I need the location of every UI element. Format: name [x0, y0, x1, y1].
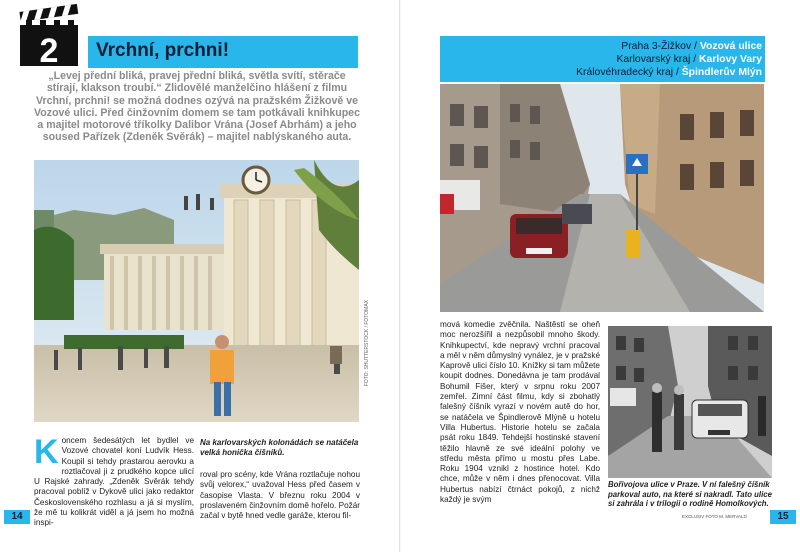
body-column-3: mová komedie zvěčnila. Naštěstí se oheň moc nerozšířil a nezpůsobil mnoho škody. Knihkupectví, kde nepravý vrchní pracoval a měl v něm důmyslný vynález, je v pražské Kaprově ulici číslo 10. Knížky si tam můžete koupit dodnes. Donedávna je tam prodával Bohumil Fišer, který v srpnu roku 2007 zemřel. Zimní část filmu, kdy si zbohatlý falešný číšník vyrazí v novém autě do hor, se natáčela ve Špindlerově Mlýně u hotelu Villa Hubertus. Historie hotelu se začala psát roku 1849. Tehdejší hostinské stavení těžilo hlavně ze své ideální polohy ve středu města přímo u mostu přes Labe. Roku 1904 vznikl z hostince hotel. Kdo chce, může v něm i dnes přenocovat. Villa Hubertus nabízí čtrnáct pokojů, z nichž každý je svým	[440, 320, 600, 505]
lead-paragraph: „Levej přední bliká, pravej přední bliká, světla svítí, stěrače stírají, klakson troubí.“ Zlidovělé manželčino hlášení z filmu Vrchní, prchni! se možná dodnes ozývá na pražském Žižkově ve Vozové ulici. Před činžovním domem se tam potkávali knihkupec a majitel motorové tříkolky Dalibor Vrána (Josef Abrhám) a jeho soused Pařízek (Zdeněk Svěrák) – majitel nablýskaného auta.	[34, 70, 360, 144]
location-line-1: Praha 3-Žižkov / Vozová ulice	[621, 41, 762, 52]
body-column-2: roval pro scény, kde Vrána roztlačuje nohou svůj velorex,“ uvažoval Hess před časem v časopise Vlasta. V březnu roku 2004 v proslaveném činžovním domě hořelo. Požár začal v bytě hned vedle garáže, kterou fil-	[200, 470, 360, 521]
clapperboard-icon	[18, 4, 80, 66]
borivojova-street-photo	[608, 326, 772, 478]
street-photo	[440, 84, 764, 312]
chapter-number: 2	[39, 32, 59, 66]
page-gutter	[399, 0, 401, 552]
page-number-left: 14	[4, 510, 30, 524]
page-number-right: 15	[770, 510, 796, 524]
colonnade-photo	[34, 160, 359, 422]
photo-caption-right: Bořivojova ulice v Praze. V ní falešný číšník parkoval auto, na které si nakradl. Tato ulice si zahrála i v trilogii o rodině Homolkových.	[608, 480, 772, 509]
drop-cap: K	[34, 433, 59, 471]
photo-caption: Na karlovarských kolonádách se natáčela velká honička číšníků.	[200, 438, 359, 457]
body-text-1: oncem šedesátých let bydlel ve Vozové chovatel koní Ludvík Hess. Koupil si tehdy prastarou aerovku a roztlačoval ji z prudkého kopce ulicí U Rajské zahrady. „Zdeněk Svěrák tehdy pracoval poblíž v Dykově ulici jako redaktor Československého rozhlasu a já si myslím, že mě tu kolikrát viděl a já jsem ho možná inspi-	[34, 436, 194, 528]
location-line-3: Královéhradecký kraj / Špindlerův Mlýn	[576, 67, 762, 78]
chapter-title: Vrchní, prchni!	[96, 40, 230, 61]
photo-credit: FOTO: SHUTTERSTOCK / FOTOMAX	[364, 300, 370, 387]
photo-credit-right: EXCLUSIV FOTO M. MERVALD	[682, 514, 747, 519]
location-line-2: Karlovarský kraj / Karlovy Vary	[616, 54, 762, 65]
body-column-1	[34, 433, 194, 529]
